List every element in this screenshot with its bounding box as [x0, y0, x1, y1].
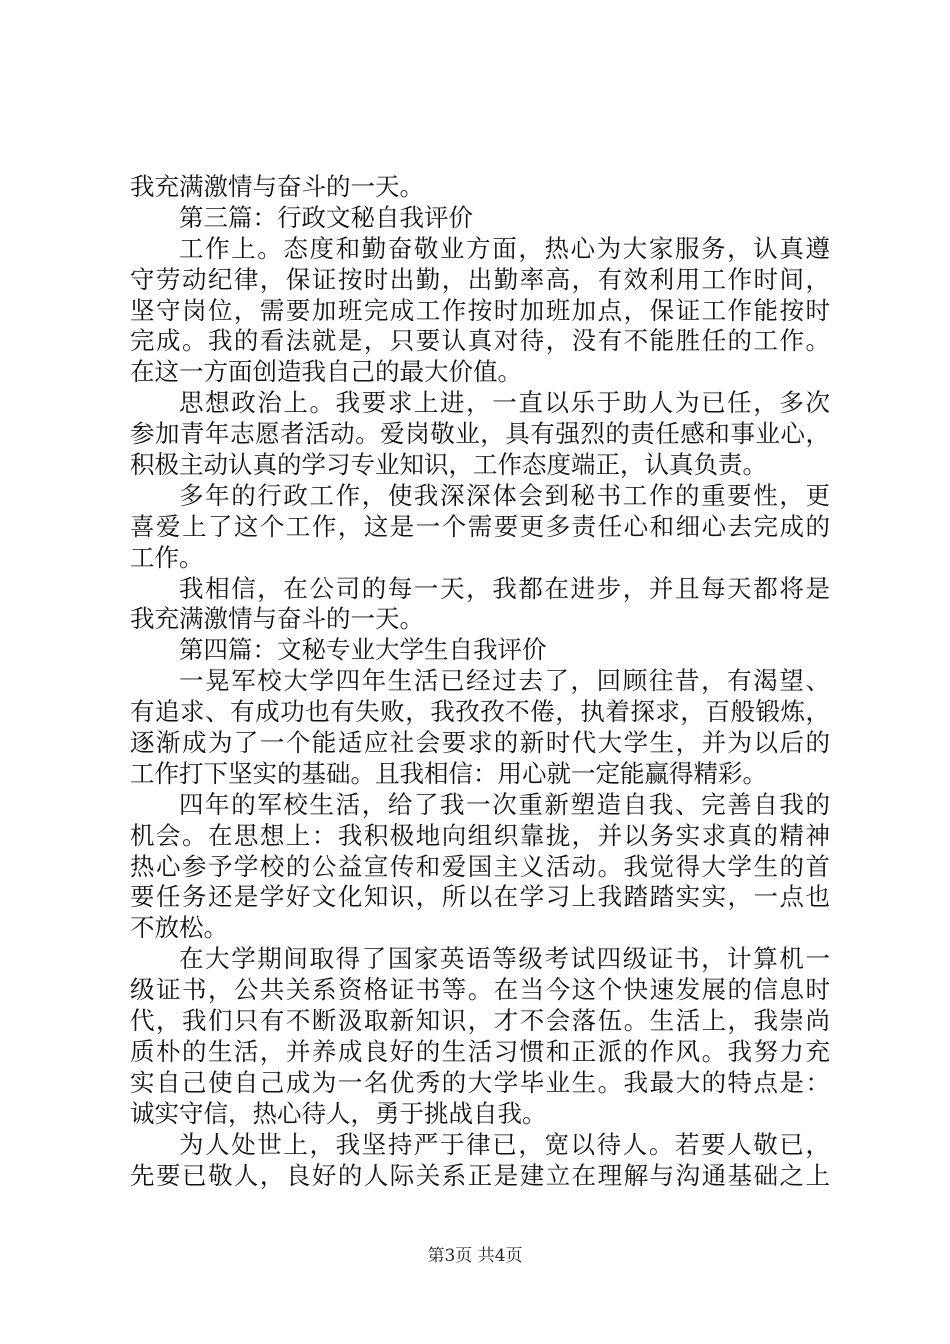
page-number-footer: 第3页 共4页	[427, 1246, 523, 1266]
text-line: 喜爱上了这个工作，这是一个需要更多责任心和细心去完成的	[130, 511, 830, 541]
text-line: 工作打下坚实的基础。且我相信：用心就一定能赢得精彩。	[130, 758, 767, 788]
text-line: 多年的行政工作，使我深深体会到秘书工作的重要性，更	[179, 480, 830, 510]
text-line: 完成。我的看法就是，只要认真对待，没有不能胜任的工作。	[130, 326, 830, 356]
text-line: 代，我们只有不断汲取新知识，才不会落伍。生活上，我崇尚	[130, 1006, 830, 1036]
text-line: 先要已敬人，良好的人际关系正是建立在理解与沟通基础之上	[130, 1160, 830, 1190]
text-line: 工作上。态度和勤奋敬业方面，热心为大家服务，认真遵	[179, 233, 830, 263]
text-line: 不放松。	[130, 913, 228, 943]
text-line: 我充满激情与奋斗的一天。	[130, 604, 424, 634]
text-line: 第四篇：文秘专业大学生自我评价	[179, 635, 547, 665]
text-line: 为人处世上，我坚持严于律已，宽以待人。若要人敬已，	[179, 1129, 830, 1159]
document-body	[130, 172, 830, 1191]
text-line: 在这一方面创造我自己的最大价值。	[130, 357, 522, 387]
text-line: 坚守岗位，需要加班完成工作按时加班加点，保证工作能按时	[130, 295, 830, 325]
text-line: 在大学期间取得了国家英语等级考试四级证书，计算机一	[179, 944, 830, 974]
text-line: 级证书，公共关系资格证书等。在当今这个快速发展的信息时	[130, 975, 830, 1005]
text-line: 实自己使自己成为一名优秀的大学毕业生。我最大的特点是：	[130, 1067, 830, 1097]
text-line: 我充满激情与奋斗的一天。	[130, 172, 424, 201]
text-line: 积极主动认真的学习专业知识，工作态度端正，认真负责。	[130, 450, 767, 480]
text-line: 机会。在思想上：我积极地向组织靠拢，并以务实求真的精神	[130, 820, 830, 850]
text-line: 有追求、有成功也有失败，我孜孜不倦，执着探求，百般锻炼，	[130, 697, 830, 727]
text-line: 思想政治上。我要求上进，一直以乐于助人为已任，多次	[179, 388, 830, 418]
text-line: 逐渐成为了一个能适应社会要求的新时代大学生，并为以后的	[130, 728, 830, 758]
text-line: 工作。	[130, 542, 204, 572]
text-line: 第三篇：行政文秘自我评价	[179, 202, 473, 232]
text-line: 我相信，在公司的每一天，我都在进步，并且每天都将是	[179, 573, 830, 603]
text-line: 守劳动纪律，保证按时出勤，出勤率高，有效利用工作时间，	[130, 264, 830, 294]
text-line: 热心参予学校的公益宣传和爱国主义活动。我觉得大学生的首	[130, 851, 830, 881]
text-line: 诚实守信，热心待人，勇于挑战自我。	[130, 1098, 547, 1128]
text-line: 质朴的生活，并养成良好的生活习惯和正派的作风。我努力充	[130, 1036, 830, 1066]
text-line: 参加青年志愿者活动。爱岗敬业，具有强烈的责任感和事业心，	[130, 419, 830, 449]
text-line: 一晃军校大学四年生活已经过去了，回顾往昔，有渴望、	[179, 666, 830, 696]
text-line: 四年的军校生活，给了我一次重新塑造自我、完善自我的	[179, 789, 830, 819]
text-line: 要任务还是学好文化知识，所以在学习上我踏踏实实，一点也	[130, 882, 830, 912]
